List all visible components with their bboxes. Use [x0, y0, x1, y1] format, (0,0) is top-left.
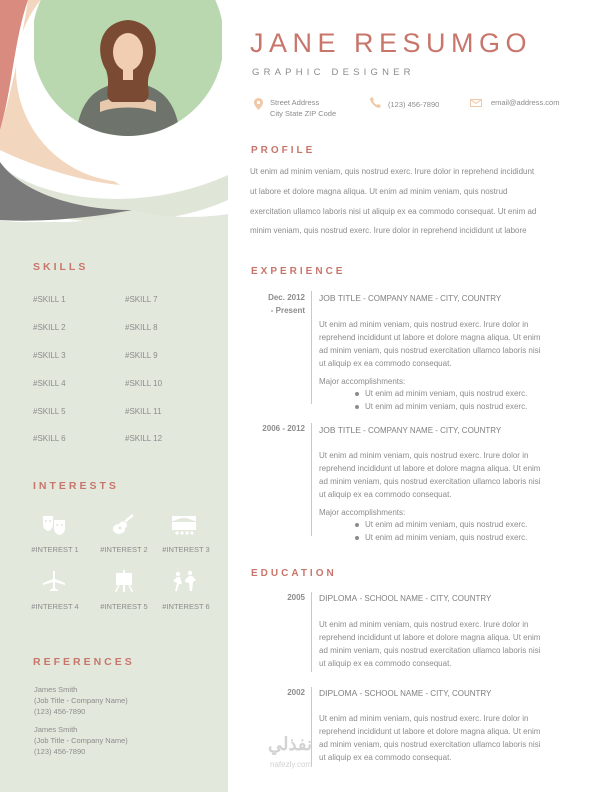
- interest-label: #INTEREST 1: [31, 545, 79, 554]
- education-title: DIPLOMA - SCHOOL NAME - CITY, COUNTRY: [319, 593, 492, 603]
- job-description-line: ut aliquip ex ea commodo consequat.: [319, 359, 452, 368]
- profile-heading: PROFILE: [251, 145, 316, 156]
- interest-label: #INTEREST 5: [100, 602, 148, 611]
- candidate-name: JANE RESUMGO: [250, 28, 533, 58]
- reference-phone: (123) 456-7890: [34, 747, 86, 756]
- reference-title: (Job Title - Company Name): [34, 696, 128, 705]
- address-line-1: Street Address: [270, 98, 320, 107]
- skill-item: #SKILL 9: [125, 351, 158, 360]
- accomplishments-label: Major accomplishments:: [319, 508, 406, 517]
- education-description-line: Ut enim ad minim veniam, quis nostrud exerc. Irure dolor in: [319, 620, 529, 629]
- education-description-line: ad minim veniam, quis nostrud exercitation ullamco laboris nisi: [319, 740, 541, 749]
- skill-item: #SKILL 12: [125, 434, 163, 443]
- interest-label: #INTEREST 2: [100, 545, 148, 554]
- profile-line: Ut enim ad minim veniam, quis nostrud exerc. Irure dolor in reprehend incididunt: [250, 167, 535, 176]
- address-line-2: City State ZIP Code: [270, 109, 337, 118]
- watermark-latin: nafezly.com: [270, 760, 313, 769]
- reference-phone: (123) 456-7890: [34, 707, 86, 716]
- timeline-line: [311, 423, 312, 536]
- accomplishment-item: Ut enim ad minim veniam, quis nostrud exerc.: [365, 402, 528, 411]
- profile-line: exercitation ullamco laboris nisi ut aliquip ex ea commodo consequat. Ut enim ad: [250, 207, 537, 216]
- theater-masks-icon: [40, 513, 68, 537]
- accomplishment-item: Ut enim ad minim veniam, quis nostrud exerc.: [365, 389, 528, 398]
- job-description-line: Ut enim ad minim veniam, quis nostrud exerc. Irure dolor in: [319, 320, 529, 329]
- interest-label: #INTEREST 6: [162, 602, 210, 611]
- education-description-line: ad minim veniam, quis nostrud exercitation ullamco laboris nisi: [319, 646, 541, 655]
- reference-name: James Smith: [34, 725, 78, 734]
- profile-photo: [34, 0, 222, 136]
- education-description-line: reprehend incididunt ut labore et dolore magna aliqua. Ut enim: [319, 727, 541, 736]
- interest-label: #INTEREST 3: [162, 545, 210, 554]
- interest-label: #INTEREST 4: [31, 602, 79, 611]
- guitar-icon: [110, 513, 138, 537]
- skill-item: #SKILL 7: [125, 295, 158, 304]
- timeline-line: [311, 592, 312, 672]
- skill-item: #SKILL 3: [33, 351, 66, 360]
- accomplishment-item: Ut enim ad minim veniam, quis nostrud exerc.: [365, 520, 528, 529]
- bullet-dot: [355, 536, 359, 540]
- education-description-line: ut aliquip ex ea commodo consequat.: [319, 753, 452, 762]
- airplane-icon: [40, 569, 68, 593]
- skill-item: #SKILL 10: [125, 379, 163, 388]
- education-description-line: reprehend incididunt ut labore et dolore magna aliqua. Ut enim: [319, 633, 541, 642]
- education-year: 2002: [287, 688, 305, 697]
- candidate-title: GRAPHIC DESIGNER: [252, 67, 415, 78]
- skill-item: #SKILL 4: [33, 379, 66, 388]
- job-description-line: reprehend incididunt ut labore et dolore magna aliqua. Ut enim: [319, 464, 541, 473]
- skill-item: #SKILL 8: [125, 323, 158, 332]
- location-pin-icon: [254, 98, 263, 110]
- skill-item: #SKILL 6: [33, 434, 66, 443]
- bullet-dot: [355, 392, 359, 396]
- phone-icon: [370, 97, 381, 108]
- job-date: 2006 - 2012: [262, 424, 305, 433]
- job-title: JOB TITLE - COMPANY NAME - CITY, COUNTRY: [319, 425, 502, 435]
- bullet-dot: [355, 405, 359, 409]
- profile-line: minim veniam, quis nostrud exerc. Irure dolor in reprehend incididunt ut labore: [250, 226, 527, 235]
- interests-heading: INTERESTS: [33, 480, 119, 492]
- education-heading: EDUCATION: [251, 568, 337, 579]
- education-description-line: Ut enim ad minim veniam, quis nostrud exerc. Irure dolor in: [319, 714, 529, 723]
- job-description-line: ad minim veniam, quis nostrud exercitation ullamco laboris nisi: [319, 346, 541, 355]
- dancers-icon: [170, 569, 198, 593]
- bullet-dot: [355, 523, 359, 527]
- profile-line: ut labore et dolore magna aliqua. Ut enim ad minim veniam, quis nostrud: [250, 187, 508, 196]
- skill-item: #SKILL 2: [33, 323, 66, 332]
- skills-heading: SKILLS: [33, 261, 89, 273]
- job-description-line: ut aliquip ex ea commodo consequat.: [319, 490, 452, 499]
- sidebar: [0, 0, 228, 792]
- references-heading: REFERENCES: [33, 656, 135, 668]
- education-description-line: ut aliquip ex ea commodo consequat.: [319, 659, 452, 668]
- timeline-line: [311, 687, 312, 767]
- job-description-line: reprehend incididunt ut labore et dolore magna aliqua. Ut enim: [319, 333, 541, 342]
- experience-heading: EXPERIENCE: [251, 266, 346, 277]
- watermark: [268, 734, 313, 769]
- phone-number: (123) 456-7890: [388, 100, 440, 109]
- timeline-line: [311, 291, 312, 404]
- cinema-stage-icon: [170, 513, 198, 537]
- accomplishment-item: Ut enim ad minim veniam, quis nostrud exerc.: [365, 533, 528, 542]
- education-year: 2005: [287, 593, 305, 602]
- skill-item: #SKILL 11: [125, 407, 162, 416]
- job-description-line: ad minim veniam, quis nostrud exercitation ullamco laboris nisi: [319, 477, 541, 486]
- reference-title: (Job Title - Company Name): [34, 736, 128, 745]
- skill-item: #SKILL 1: [33, 295, 66, 304]
- watermark-arabic: نفذلي: [268, 734, 313, 754]
- job-date: Dec. 2012: [268, 293, 305, 302]
- email-address: email@address.com: [491, 98, 560, 107]
- skill-item: #SKILL 5: [33, 407, 66, 416]
- reference-name: James Smith: [34, 685, 78, 694]
- job-date-end: - Present: [270, 306, 305, 315]
- job-description-line: Ut enim ad minim veniam, quis nostrud exerc. Irure dolor in: [319, 451, 529, 460]
- easel-icon: [110, 569, 138, 593]
- education-title: DIPLOMA - SCHOOL NAME - CITY, COUNTRY: [319, 688, 492, 698]
- job-title: JOB TITLE - COMPANY NAME - CITY, COUNTRY: [319, 293, 502, 303]
- accomplishments-label: Major accomplishments:: [319, 377, 406, 386]
- envelope-icon: [470, 99, 482, 107]
